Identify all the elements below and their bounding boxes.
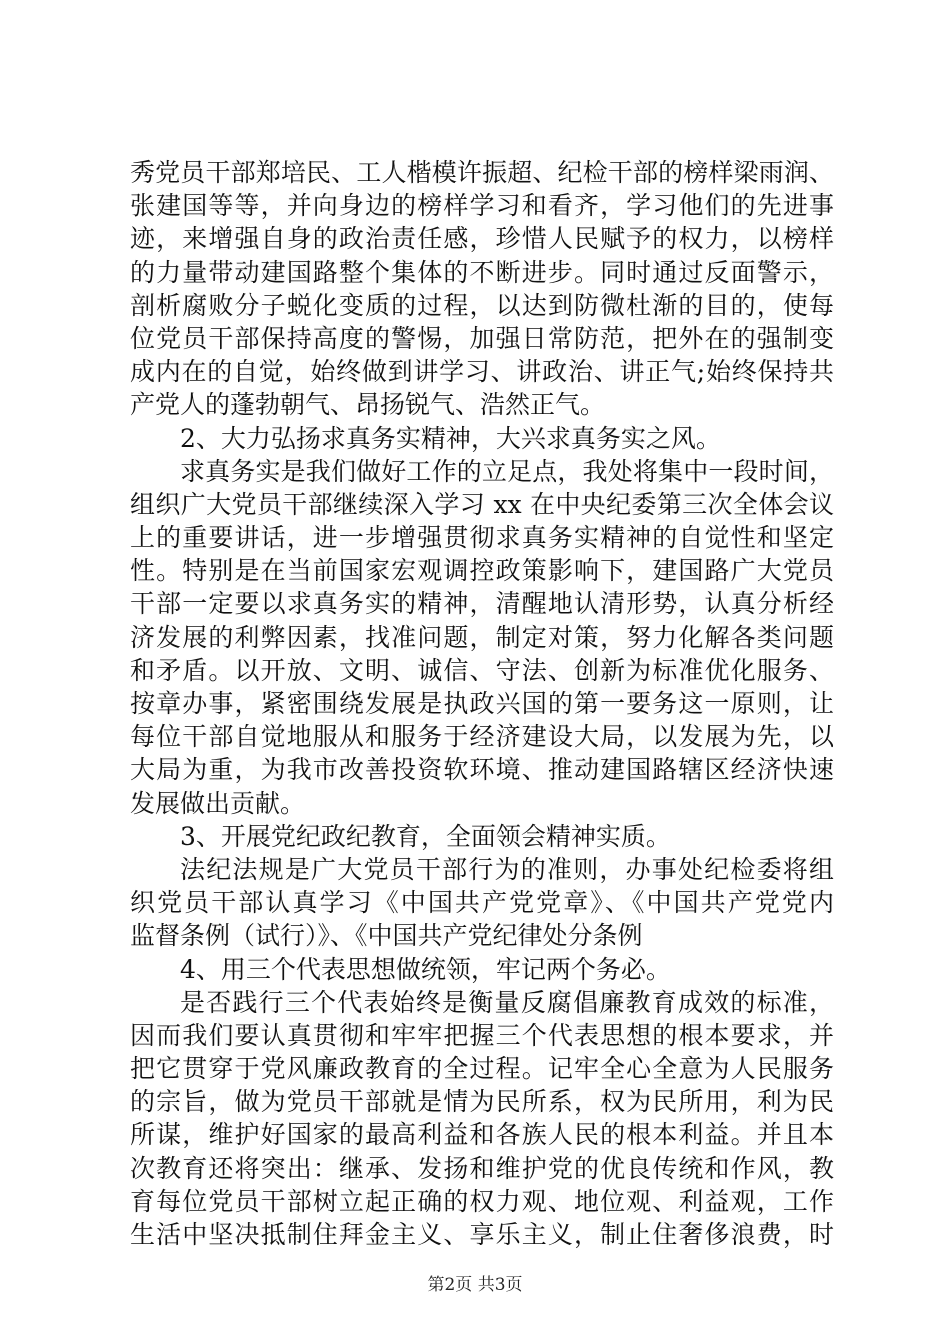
text-line: 每位干部自觉地服从和服务于经济建设大局，以发展为先，以 bbox=[130, 722, 834, 752]
text-line: 位党员干部保持高度的警惕，加强日常防范，把外在的强制变 bbox=[130, 323, 834, 353]
text-line: 所谋，维护好国家的最高利益和各族人民的根本利益。并且本 bbox=[130, 1120, 834, 1150]
text-line: 育每位党员干部树立起正确的权力观、地位观、利益观，工作 bbox=[130, 1186, 834, 1216]
text-line: 剖析腐败分子蜕化变质的过程，以达到防微杜渐的目的，使每 bbox=[130, 290, 834, 320]
text-line: 生活中坚决抵制住拜金主义、享乐主义，制止住奢侈浪费，时 bbox=[130, 1220, 834, 1249]
text-line: 成内在的自觉，始终做到讲学习、讲政治、讲正气;始终保持共 bbox=[130, 357, 834, 387]
text-line: 3、开展党纪政纪教育，全面领会精神实质。 bbox=[180, 821, 671, 851]
text-line: 按章办事，紧密围绕发展是执政兴国的第一要务这一原则，让 bbox=[130, 689, 834, 718]
text-line: 济发展的利弊因素，找准问题，制定对策，努力化解各类问题 bbox=[130, 622, 834, 652]
text-line: 的力量带动建国路整个集体的不断进步。同时通过反面警示， bbox=[130, 257, 834, 287]
text-line: 发展做出贡献。 bbox=[130, 788, 306, 818]
text-line: 秀党员干部郑培民、工人楷模许振超、纪检干部的榜样梁雨润、 bbox=[130, 158, 834, 187]
text-line: 2、大力弘扬求真务实精神，大兴求真务实之风。 bbox=[180, 423, 721, 453]
text-line: 因而我们要认真贯彻和牢牢把握三个代表思想的根本要求，并 bbox=[130, 1020, 834, 1050]
text-line: 产党人的蓬勃朝气、昂扬锐气、浩然正气。 bbox=[130, 390, 606, 420]
text-line: 迹，来增强自身的政治责任感，珍惜人民赋予的权力，以榜样 bbox=[130, 224, 834, 254]
text-line: 把它贯穿于党风廉政教育的全过程。记牢全心全意为人民服务 bbox=[130, 1054, 834, 1084]
text-line: 大局为重，为我市改善投资软环境、推动建国路辖区经济快速 bbox=[130, 755, 834, 785]
text-line: 张建国等等，并向身边的榜样学习和看齐，学习他们的先进事 bbox=[130, 191, 834, 221]
text-line: 的宗旨，做为党员干部就是情为民所系，权为民所用，利为民 bbox=[130, 1087, 834, 1117]
page-footer: 第2页 共3页 bbox=[427, 1275, 523, 1295]
document-body bbox=[130, 156, 834, 1251]
text-line: 干部一定要以求真务实的精神，清醒地认清形势，认真分析经 bbox=[130, 589, 834, 619]
text-line: 织党员干部认真学习《中国共产党党章》、《中国共产党党内 bbox=[130, 888, 834, 918]
text-line: 上的重要讲话，进一步增强贯彻求真务实精神的自觉性和坚定 bbox=[130, 523, 834, 553]
text-line: 监督条例（试行）》、《中国共产党纪律处分条例 bbox=[130, 921, 643, 951]
text-line: 法纪法规是广大党员干部行为的准则，办事处纪检委将组 bbox=[180, 854, 834, 884]
text-line: 求真务实是我们做好工作的立足点，我处将集中一段时间， bbox=[180, 456, 834, 486]
text-line: 性。特别是在当前国家宏观调控政策影响下，建国路广大党员 bbox=[130, 556, 834, 586]
text-line: 组织广大党员干部继续深入学习 xx 在中央纪委第三次全体会议 bbox=[130, 489, 834, 519]
text-line: 次教育还将突出：继承、发扬和维护党的优良传统和作风，教 bbox=[130, 1153, 834, 1183]
text-line: 4、用三个代表思想做统领，牢记两个务必。 bbox=[180, 954, 671, 984]
text-line: 是否践行三个代表始终是衡量反腐倡廉教育成效的标准， bbox=[180, 987, 834, 1017]
text-line: 和矛盾。以开放、文明、诚信、守法、创新为标准优化服务、 bbox=[130, 655, 834, 685]
